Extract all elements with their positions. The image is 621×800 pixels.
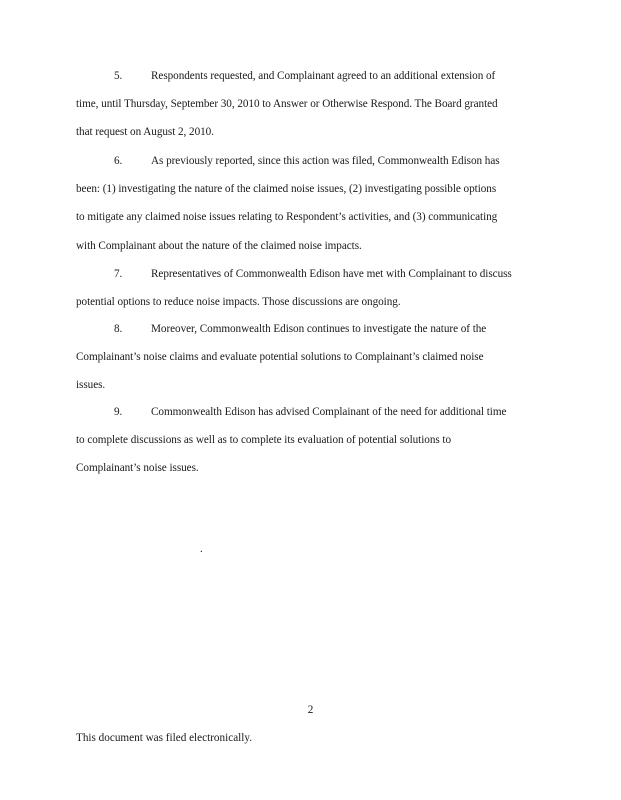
paragraph-9 <box>76 398 546 483</box>
paragraph-line: time, until Thursday, September 30, 2010 to Answer or Otherwise Respond. The Board granted <box>76 98 498 111</box>
paragraph-line: that request on August 2, 2010. <box>76 126 214 139</box>
paragraph-text: Moreover, Commonwealth Edison continues to investigate the nature of the <box>151 323 487 335</box>
stray-mark: . <box>200 543 203 555</box>
paragraph-number: 6. <box>114 155 123 167</box>
paragraph-8 <box>76 315 546 400</box>
paragraph-line: Complainant’s noise issues. <box>76 462 199 475</box>
paragraph-line <box>76 260 546 288</box>
page-number: 2 <box>307 704 314 716</box>
paragraph-5 <box>76 62 546 147</box>
paragraph-number: 5. <box>114 70 123 82</box>
paragraph-text: Respondents requested, and Complainant agreed to an additional extension of <box>151 70 496 82</box>
paragraph-6 <box>76 147 546 260</box>
paragraph-number: 8. <box>114 323 123 335</box>
paragraph-line: to mitigate any claimed noise issues relating to Respondent’s activities, and (3) communicating <box>76 211 498 224</box>
paragraph-text: Representatives of Commonwealth Edison have met with Complainant to discuss <box>151 268 512 280</box>
paragraph-number: 9. <box>114 406 123 418</box>
paragraph-text: As previously reported, since this action was filed, Commonwealth Edison has <box>151 155 500 167</box>
paragraph-line: to complete discussions as well as to complete its evaluation of potential solutions to <box>76 434 452 447</box>
paragraph-line <box>76 315 546 343</box>
paragraph-line <box>76 398 546 426</box>
paragraph-line: been: (1) investigating the nature of the claimed noise issues, (2) investigating possible options <box>76 183 497 196</box>
paragraph-line: issues. <box>76 379 106 392</box>
footer-note: This document was filed electronically. <box>76 732 253 744</box>
paragraph-7 <box>76 260 546 316</box>
paragraph-line: potential options to reduce noise impacts. Those discussions are ongoing. <box>76 296 401 309</box>
paragraph-text: Commonwealth Edison has advised Complainant of the need for additional time <box>151 406 507 418</box>
paragraph-line <box>76 147 546 175</box>
paragraph-number: 7. <box>114 268 123 280</box>
paragraph-line: with Complainant about the nature of the claimed noise impacts. <box>76 239 362 252</box>
paragraph-line: Complainant’s noise claims and evaluate potential solutions to Complainant’s claimed noise <box>76 351 484 364</box>
paragraph-line <box>76 62 546 90</box>
